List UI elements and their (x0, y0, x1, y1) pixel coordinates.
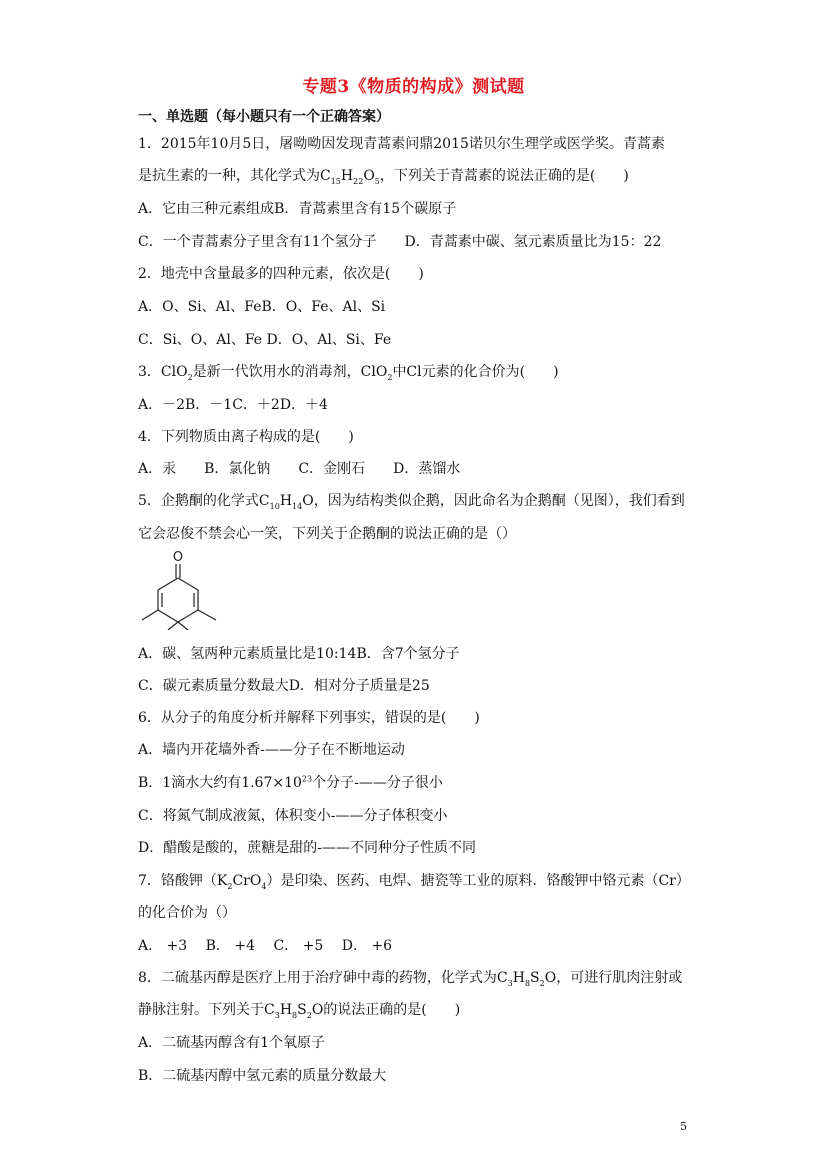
q2-stem: 2．地壳中含量最多的四种元素，依次是( ) (138, 266, 424, 282)
q5-stem-line1: 5．企鹅酮的化学式$C_{10}H_{14}O$，因为结构类似企鹅，因此命名为企鹅酮（见图），我们看到 (138, 493, 685, 511)
q1-stem-line2: 是抗生素的一种，其化学式为$C_{15}H_{22}O_5$，下列关于青蒿素的说法正确的是( ) (138, 168, 629, 186)
q6-stem: 6．从分子的角度分析并解释下列事实，错误的是( ) (138, 710, 480, 726)
q1-stem-line1: 1．2015年10月5日，屠呦呦因发现青蒿素问鼎2015诺贝尔生理学或医学奖。青蒿素 (138, 136, 665, 152)
oxygen-atom-label: O (172, 550, 184, 565)
section-heading: 一、单选题（每小题只有一个正确答案） (138, 109, 390, 125)
q7-stem-line2: 的化合价为（） (138, 905, 236, 921)
q8-option-a: A．二硫基丙醇含有1个氧原子 (138, 1035, 326, 1051)
q5-options-cd: C．碳元素质量分数最大D．相对分子质量是25 (138, 678, 430, 694)
q5-stem-line2: 它会忍俊不禁会心一笑，下列关于企鹅酮的说法正确的是（） (138, 526, 516, 542)
q8-stem-line1: 8．二硫基丙醇是医疗上用于治疗砷中毒的药物，化学式为$C_3H_8S_2O$，可进行肌肉注射或 (138, 970, 683, 988)
q6-option-b: B．1滴水大约有$1.67\times 10^{23}$个分子-——分子很小 (138, 774, 443, 791)
q3-stem: 3．ClO$_2$是新一代饮用水的消毒剂，ClO$_2$中Cl元素的化合价为( ) (138, 364, 559, 382)
q6-option-c: C．将氮气制成液氮，体积变小-——分子体积变小 (138, 808, 448, 824)
q4-stem: 4．下列物质由离子构成的是( ) (138, 429, 354, 445)
penguinone-structure-diagram (140, 548, 220, 630)
q2-options-cd: C．Si、O、Al、Fe D．O、Al、Si、Fe (138, 332, 392, 348)
q7-options: A． +3 B． +4 C． +5 D． +6 (138, 938, 393, 954)
page-number: 5 (680, 1120, 687, 1133)
q1-options-ab: A．它由三种元素组成B．青蒿素里含有15个碳原子 (138, 201, 457, 217)
q8-stem-line2: 静脉注射。下列关于$C_3H_8S_2O$的说法正确的是( ) (138, 1002, 461, 1020)
q1-options-cd: C．一个青蒿素分子里含有11个氢分子 D．青蒿素中碳、氢元素质量比为15：22 (138, 234, 662, 250)
q6-option-a: A．墙内开花墙外香-——分子在不断地运动 (138, 742, 405, 758)
page-title: 专题3《物质的构成》测试题 (302, 77, 525, 97)
q6-option-d: D．醋酸是酸的，蔗糖是甜的-——不同种分子性质不同 (138, 840, 476, 856)
q3-options: A．－2B．－1C．＋2D．＋4 (138, 397, 328, 413)
q7-stem-line1: 7．铬酸钾$(K_2CrO_4)$是印染、医药、电焊、搪瓷等工业的原料．铬酸钾中铬元素（Cr） (138, 873, 690, 891)
q5-options-ab: A．碳、氢两种元素质量比是10:14B．含7个氢分子 (138, 646, 460, 662)
q4-options: A．汞 B．氯化钠 C．金刚石 D．蒸馏水 (138, 461, 461, 477)
q8-option-b: B．二硫基丙醇中氢元素的质量分数最大 (138, 1068, 387, 1084)
q2-options-ab: A．O、Si、Al、FeB．O、Fe、Al、Si (138, 299, 386, 315)
